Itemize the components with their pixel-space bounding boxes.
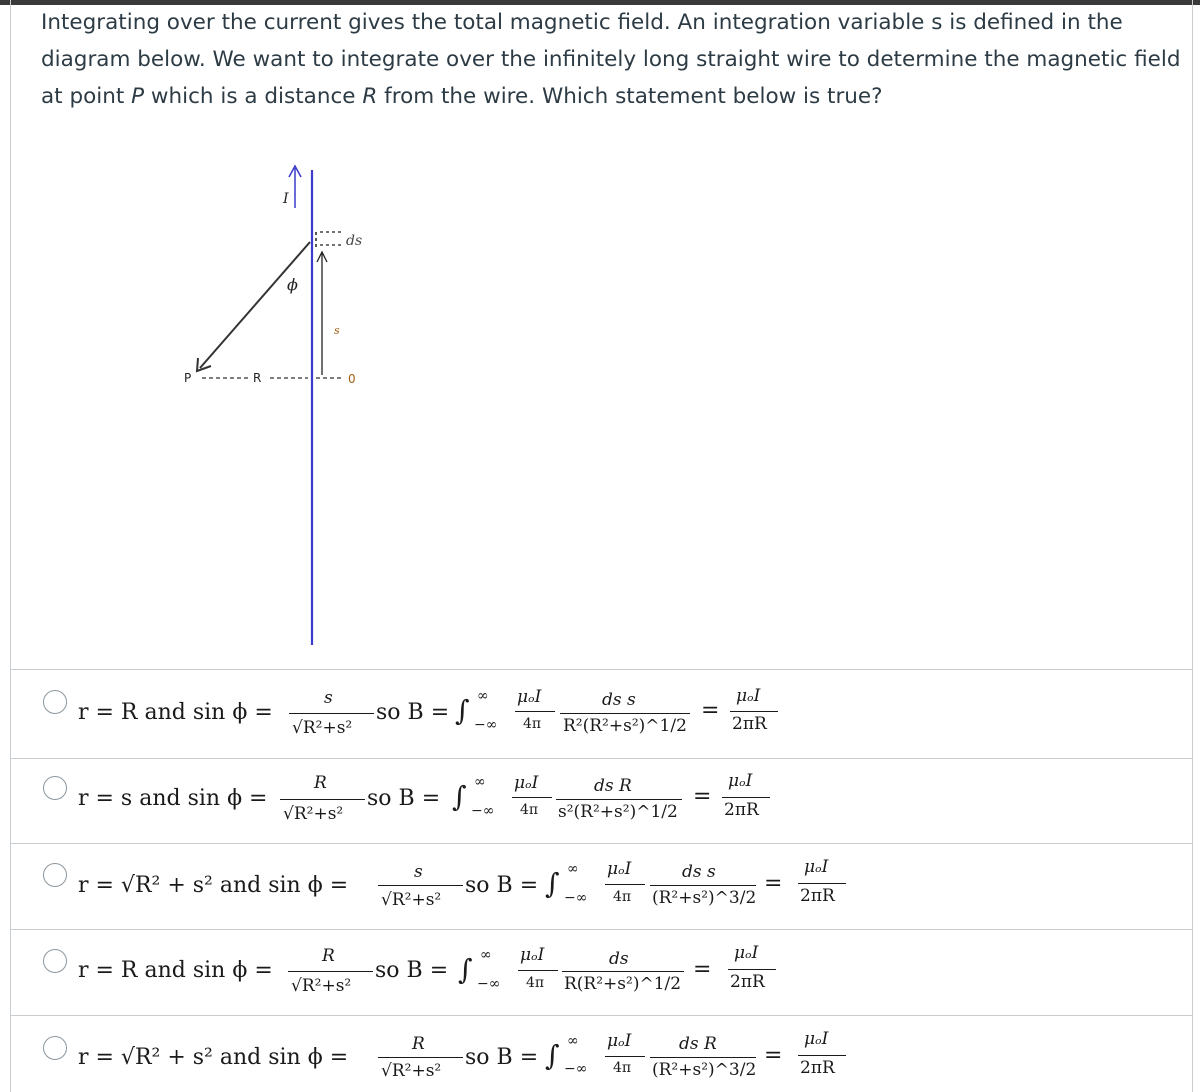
p-label: P: [184, 371, 192, 385]
option-2-integral-sign: ∫: [545, 867, 560, 900]
option-3-eq: =: [693, 957, 712, 982]
option-3-sin-bar: [288, 971, 373, 972]
option-1-sin-num: R: [314, 773, 327, 793]
option-1-r-expr: r = s and sin ϕ =: [78, 786, 268, 811]
zero-label: 0: [348, 372, 356, 386]
option-3-res-den: 2πR: [730, 972, 765, 992]
option-3-int-lower: −∞: [477, 976, 501, 992]
option-4-int-den: (R²+s²)^3/2: [652, 1060, 757, 1080]
option-4-r-expr: r = √R² + s² and sin ϕ =: [78, 1045, 349, 1070]
option-3-res-num: μₒI: [734, 943, 759, 963]
question-part1: Integrating over the current gives the total magnetic field. An integration variable s is defined in the diagram below. We want to integrate over the infinitely long straight wire to determine the magnetic field at point: [41, 10, 1181, 109]
current-label: I: [283, 191, 289, 207]
option-3-integral-sign: ∫: [458, 953, 473, 986]
option-1-sin-bar: [280, 799, 365, 800]
ds-label: ds: [346, 233, 363, 249]
option-0-const-den: 4π: [523, 716, 542, 732]
option-0-sin-bar: [289, 713, 374, 714]
option-4-sin-bar: [378, 1057, 463, 1058]
option-0-r-expr: r = R and sin ϕ =: [78, 700, 273, 725]
option-2-sin-num: s: [414, 862, 423, 882]
option-4-sin-num: R: [412, 1034, 425, 1054]
option-2-int-bar: [650, 885, 756, 886]
separator-0: [11, 669, 1192, 670]
option-0-res-den: 2πR: [732, 714, 767, 734]
option-4-const-num: μₒI: [607, 1031, 632, 1051]
option-3-sin-den: √R²+s²: [291, 976, 352, 996]
option-0-res-bar: [730, 711, 778, 712]
option-0-sin-num: s: [324, 688, 333, 708]
option-3-int-bar: [562, 971, 684, 972]
option-1-sin-den: √R²+s²: [283, 804, 344, 824]
option-2-sin-bar: [378, 885, 463, 886]
question-text: [41, 4, 1191, 115]
option-3-const-num: μₒI: [520, 945, 545, 965]
option-3-int-den: R(R²+s²)^1/2: [564, 974, 682, 994]
option-1-so-b: so B =: [367, 786, 441, 811]
option-2-res-bar: [798, 883, 846, 884]
option-4-const-den: 4π: [613, 1060, 632, 1076]
option-2-int-num: ds s: [682, 862, 716, 882]
option-1-int-den: s²(R²+s²)^1/2: [558, 802, 678, 822]
option-1-const-num: μₒI: [514, 773, 539, 793]
option-4-res-bar: [798, 1055, 846, 1056]
option-4-sin-den: √R²+s²: [381, 1061, 442, 1081]
option-0-int-lower: −∞: [474, 717, 498, 733]
option-4-int-lower: −∞: [564, 1061, 588, 1077]
option-4-so-b: so B =: [465, 1045, 539, 1070]
option-1-res-bar: [722, 797, 770, 798]
option-0-const-bar: [515, 711, 555, 712]
option-2-r-expr: r = √R² + s² and sin ϕ =: [78, 873, 349, 898]
option-4-int-num: ds R: [679, 1034, 717, 1054]
option-2-eq: =: [764, 871, 783, 896]
option-4-int-bar: [650, 1057, 756, 1058]
separator-2: [11, 843, 1192, 844]
question-part3: from the wire. Which statement below is true?: [377, 84, 883, 109]
option-2-const-bar: [605, 884, 645, 885]
option-3-int-num: ds: [609, 949, 629, 969]
separator-1: [11, 758, 1192, 759]
option-radio-2[interactable]: [43, 863, 67, 887]
phi-label: ϕ: [287, 275, 298, 294]
option-4-eq: =: [764, 1043, 783, 1068]
option-0-so-b: so B =: [376, 700, 450, 725]
option-radio-3[interactable]: [43, 949, 67, 973]
option-2-so-b: so B =: [465, 873, 539, 898]
option-1-int-lower: −∞: [471, 803, 495, 819]
option-2-const-den: 4π: [613, 889, 632, 905]
option-2-res-num: μₒI: [804, 857, 829, 877]
option-3-r-expr: r = R and sin ϕ =: [78, 958, 273, 983]
question-part2: which is a distance: [144, 84, 363, 109]
option-radio-4[interactable]: [43, 1036, 67, 1060]
option-1-res-num: μₒI: [728, 771, 753, 791]
option-3-so-b: so B =: [375, 958, 449, 983]
question-dist: R: [362, 84, 378, 109]
wire-diagram: [170, 150, 400, 650]
option-0-int-bar: [560, 713, 690, 714]
option-4-res-den: 2πR: [800, 1058, 835, 1078]
option-1-integral-sign: ∫: [452, 780, 467, 813]
r-vector-line: [200, 242, 310, 368]
option-0-sin-den: √R²+s²: [292, 718, 353, 738]
option-3-sin-num: R: [322, 946, 335, 966]
option-0-res-num: μₒI: [736, 686, 761, 706]
option-1-res-den: 2πR: [724, 800, 759, 820]
option-2-sin-den: √R²+s²: [381, 890, 442, 910]
r-label: R: [253, 371, 262, 385]
option-2-int-lower: −∞: [564, 890, 588, 906]
option-1-eq: =: [693, 784, 712, 809]
option-3-res-bar: [728, 969, 776, 970]
option-1-const-den: 4π: [520, 802, 539, 818]
option-1-int-upper: ∞: [474, 774, 486, 790]
separator-4: [11, 1015, 1192, 1016]
option-3-const-bar: [518, 970, 558, 971]
separator-3: [11, 929, 1192, 930]
option-1-const-bar: [512, 797, 552, 798]
option-2-res-den: 2πR: [800, 886, 835, 906]
option-3-const-den: 4π: [526, 975, 545, 991]
option-0-const-num: μₒI: [517, 687, 542, 707]
option-0-int-num: ds s: [602, 690, 636, 710]
option-1-int-num: ds R: [594, 776, 632, 796]
option-0-eq: =: [701, 698, 720, 723]
option-3-int-upper: ∞: [480, 947, 492, 963]
right-border: [1192, 0, 1193, 1092]
option-2-int-den: (R²+s²)^3/2: [652, 888, 757, 908]
option-4-const-bar: [605, 1056, 645, 1057]
option-radio-1[interactable]: [43, 776, 67, 800]
option-radio-0[interactable]: [43, 690, 67, 714]
option-0-integral-sign: ∫: [455, 694, 470, 727]
option-0-int-upper: ∞: [477, 688, 489, 704]
option-4-integral-sign: ∫: [545, 1039, 560, 1072]
option-0-int-den: R²(R²+s²)^1/2: [563, 716, 687, 736]
option-4-res-num: μₒI: [804, 1029, 829, 1049]
option-1-int-bar: [556, 799, 682, 800]
s-label: s: [334, 324, 340, 337]
question-point: P: [131, 84, 145, 109]
option-2-const-num: μₒI: [607, 859, 632, 879]
option-4-int-upper: ∞: [567, 1033, 579, 1049]
option-2-int-upper: ∞: [567, 861, 579, 877]
